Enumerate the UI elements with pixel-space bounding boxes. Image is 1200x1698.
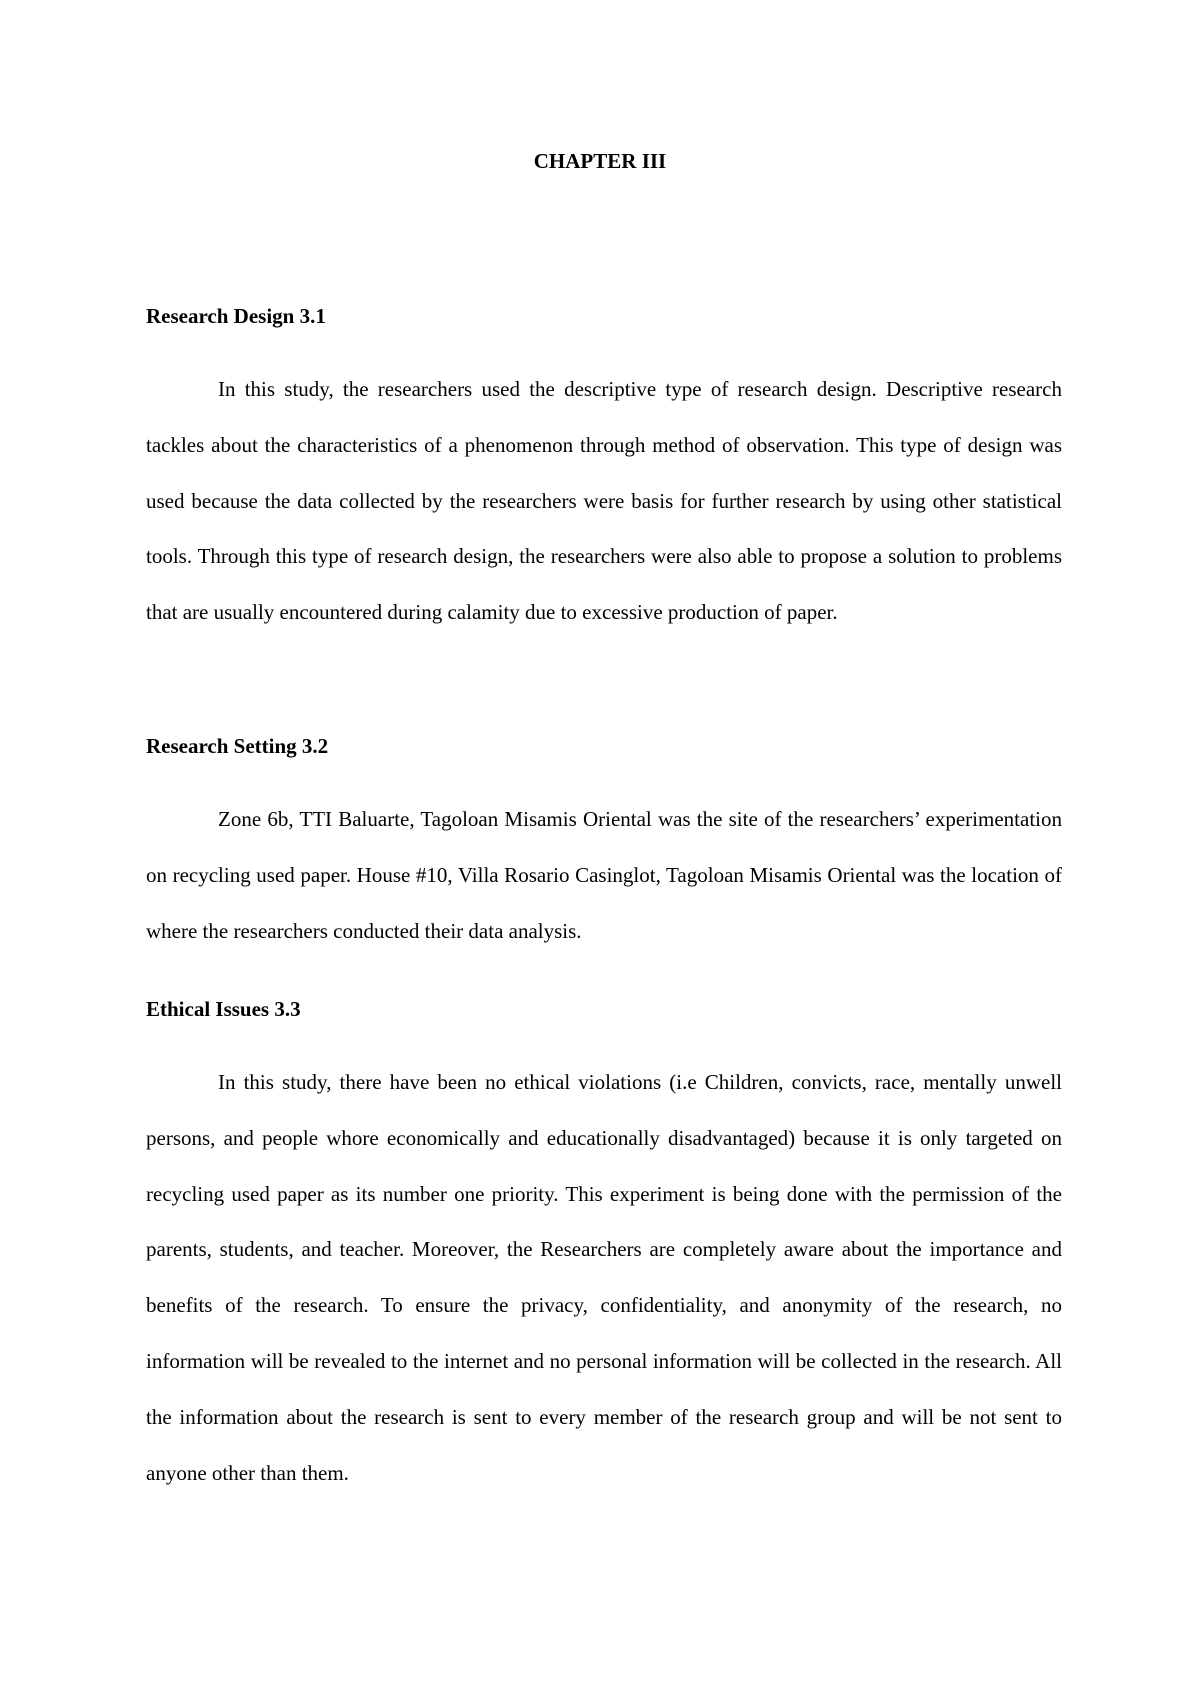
section-heading-research-design: Research Design 3.1 [146, 304, 326, 328]
paragraph-ethical-issues: In this study, there have been no ethical violations (i.e Children, convicts, race, mentally unwell persons, and people whore economically and educationally disadvantaged) because it is only targeted on recycling used paper as its number one priority. This experiment is being done with the permission of the parents, students, and teacher. Moreover, the Researchers are completely aware about the importance and benefits of the research. To ensure the privacy, confidentiality, and anonymity of the research, no information will be revealed to the internet and no personal information will be collected in the research. All the information about the research is sent to every member of the research group and will be not sent to anyone other than them. [146, 1070, 1062, 1485]
paragraph-research-setting: Zone 6b, TTI Baluarte, Tagoloan Misamis Oriental was the site of the researchers’ experimentation on recycling used paper. House #10, Villa Rosario Casinglot, Tagoloan Misamis Oriental was the location of where the researchers conducted their data analysis. [146, 807, 1062, 943]
section-heading-ethical-issues: Ethical Issues 3.3 [146, 997, 301, 1021]
paragraph-research-design: In this study, the researchers used the descriptive type of research design. Descriptive research tackles about the characteristics of a phenomenon through method of observation. This type of design was used because the data collected by the researchers were basis for further research by using other statistical tools. Through this type of research design, the researchers were also able to propose a solution to problems that are usually encountered during calamity due to excessive production of paper. [146, 377, 1062, 625]
chapter-title: CHAPTER III [533, 149, 667, 173]
section-heading-research-setting: Research Setting 3.2 [146, 734, 329, 758]
